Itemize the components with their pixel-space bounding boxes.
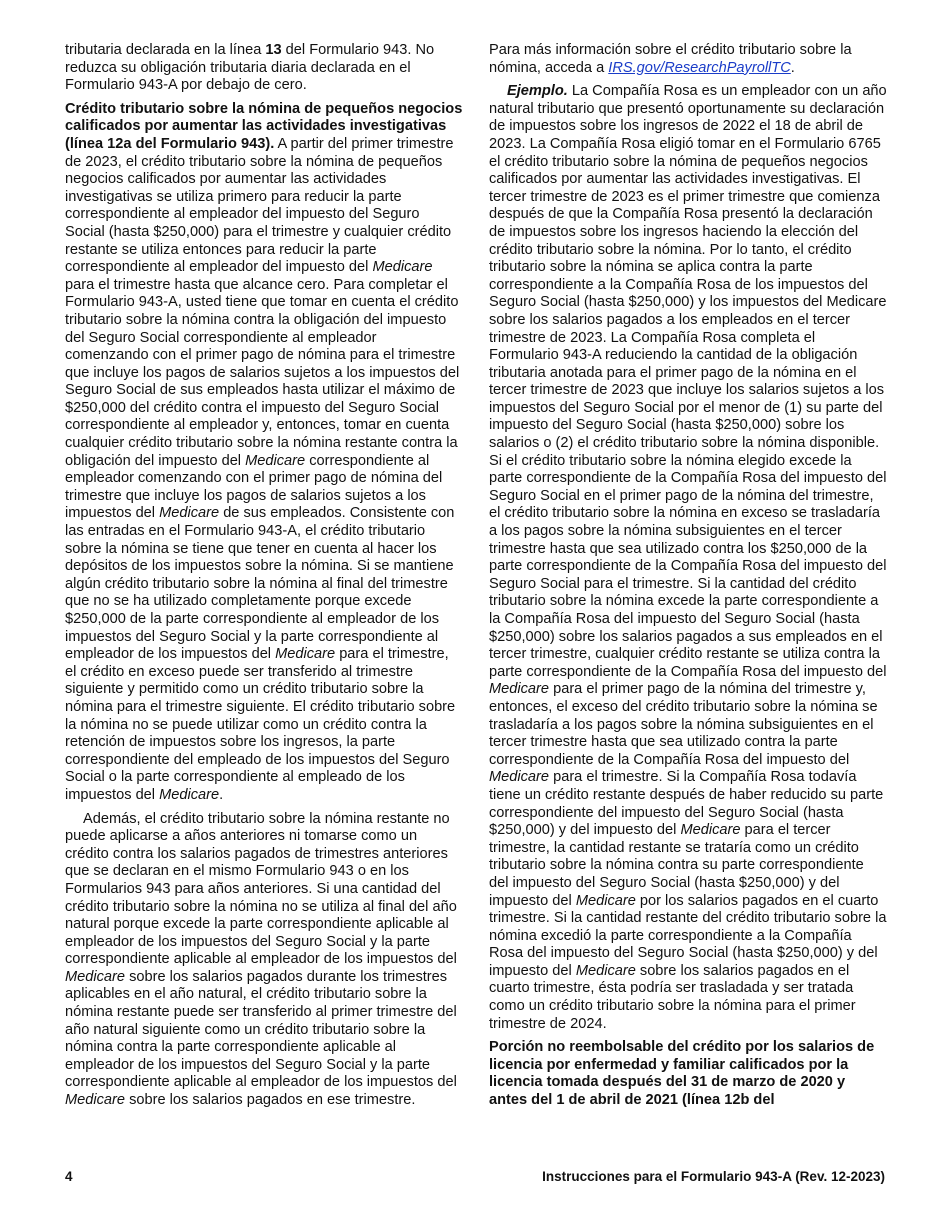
page-number: 4 [65, 1169, 73, 1184]
paragraph-carryover: Además, el crédito tributario sobre la nómina restante no puede aplicarse a años anteriores ni tomarse como un crédito contra los salarios pagados de trimestres anteriores que se declaran en el mismo Formulario 943 o en los Formularios 943 para años anteriores. Si una cantidad del crédito tributario sobre la nómina no se utiliza al final del año natural porque excede la parte correspondiente aplicable al empleador de los impuestos del Seguro Social y la parte correspondiente aplicable al empleador de los impuestos del Medicare sobre los salarios pagados durante los trimestres aplicables en el año natural, el crédito tributario sobre la nómina restante puede ser transferido al primer trimestre del año natural siguiente como un crédito tributario sobre la nómina contra la parte correspondiente aplicable al empleador de los impuestos del Seguro Social y la parte correspondiente aplicable al empleador de los impuestos del Medicare sobre los salarios pagados en ese trimestre. [65, 810, 457, 1109]
example-label: Ejemplo. [507, 83, 568, 100]
footer-title: Instrucciones para el Formulario 943-A (Rev. 12-2023) [542, 1169, 885, 1184]
irs-research-payroll-link[interactable]: IRS.gov/ResearchPayrollTC [608, 59, 791, 76]
section-heading: Crédito tributario sobre la nómina de pequeños negocios calificados por aumentar las actividades investigativas (línea 12a del Formulario 943). [65, 100, 463, 152]
paragraph-example: Ejemplo. La Compañía Rosa es un empleador con un año natural tributario que presentó oportunamente su declaración de impuestos sobre los ingresos de 2022 el 18 de abril de 2023. La Compañía Rosa eligió tomar en el Formulario 6765 el crédito tributario sobre la nómina de pequeños negocios calificados por aumentar las actividades investigativas. El tercer trimestre de 2023 es el primer trimestre que comienza después de que la Compañía Rosa presentó la declaración de impuestos sobre los ingresos haciendo la elección del crédito tributario sobre la nómina. Por lo tanto, el crédito tributario sobre la nómina se aplica contra la parte correspondiente a la Compañía Rosa de los impuestos del Seguro Social (hasta $250,000) y los impuestos del Medicare sobre los salarios pagados a los empleados en el tercer trimestre de 2023. La Compañía Rosa completa el Formulario 943-A reduciendo la cantidad de la obligación tributaria anotada para el primer pago de la nómina en el tercer trimestre de 2023 que incluye los salarios sujetos a los impuestos del Seguro Social por el menor de (1) su parte del impuesto del Seguro Social (hasta $250,000) sobre los salarios o (2) el crédito tributario sobre la nómina disponible. Si el crédito tributario sobre la nómina elegido excede la parte correspondiente de la Compañía Rosa del impuesto del Seguro Social en el primer pago de la nómina del trimestre, el crédito tributario sobre la nómina en exceso se trasladaría a los pagos sobre la nómina subsiguientes en el tercer trimestre hasta que sea utilizado contra los $250,000 de la parte correspondiente de la Compañía Rosa del impuesto del Seguro Social para el trimestre. Si la cantidad del crédito tributario sobre la nómina excede la parte correspondiente a la Compañía Rosa del impuesto del Seguro Social (hasta $250,000) sobre los salarios pagados a sus empleados en el tercer trimestre, cualquier crédito restante se utiliza contra la parte correspondiente de la Compañía Rosa del impuesto del Medicare para el primer pago de la nómina del trimestre y, entonces, el exceso del crédito tributario sobre la nómina se trasladaría a los pagos sobre la nómina subsiguientes en el tercer trimestre hasta que sea utilizado contra la parte correspondiente de la Compañía Rosa del impuesto del Medicare para el trimestre. Si la Compañía Rosa todavía tiene un crédito restante después de haber reducido su parte correspondiente del impuesto del Seguro Social (hasta $250,000) y del impuesto del Medicare para el tercer trimestre, la cantidad restante se trataría como un crédito tributario sobre la nómina contra su parte correspondiente del impuesto del Seguro Social (hasta $250,000) y del impuesto del Medicare por los salarios pagados en el cuarto trimestre. Si la cantidad restante del crédito tributario sobre la nómina excedió la parte correspondiente a la Compañía Rosa del impuesto del Seguro Social (hasta $250,000) y del impuesto del Medicare sobre los salarios pagados en el cuarto trimestre, ésta podría ser trasladada y ser tratada como un crédito tributario sobre la nómina para el primer trimestre de 2024. [489, 83, 887, 1032]
section-heading-sick-leave: Porción no reembolsable del crédito por los salarios de licencia por enfermedad y familiar calificados por la licencia tomada después del 31 de marzo de 2020 y antes del 1 de abril de 2021 (línea 12b del [489, 1039, 875, 1109]
paragraph-research-credit: Crédito tributario sobre la nómina de pequeños negocios calificados por aumentar las actividades investigativas (línea 12a del Formulario 943). A partir del primer trimestre de 2023, el crédito tributario sobre la nómina de pequeños negocios calificados por aumentar las actividades investigativas se utiliza primero para reducir la parte correspondiente al empleador del impuesto del Seguro Social (hasta $250,000) para el trimestre y cualquier crédito restante se utiliza entonces para reducir la parte correspondiente al empleador del impuesto del Medicare para el trimestre hasta que alcance cero. Para completar el Formulario 943-A, usted tiene que tomar en cuenta el crédito tributario sobre la nómina contra la obligación del impuesto del Seguro Social correspondiente al empleador comenzando con el primer pago de nómina para el trimestre que incluye los pagos de salarios sujetos a los impuestos del Seguro Social de sus empleados hasta utilizar el máximo de $250,000 del crédito contra el impuesto del Seguro Social correspondiente al empleador y, entonces, tomar en cuenta cualquier crédito tributario sobre la nómina restante contra la obligación del impuesto del Medicare correspondiente al empleador comenzando con el primer pago de nómina del trimestre que incluye los pagos de salarios sujetos a los impuestos del Medicare de sus empleados. Consistente con las entradas en el Formulario 943-A, el crédito tributario sobre la nómina se tiene que tener en cuenta al hacer los depósitos de los impuestos sobre la nómina. Si se mantiene algún crédito tributario sobre la nómina al final del trimestre que no se ha utilizado completamente porque excede $250,000 de la parte correspondiente al empleador de los impuestos del Seguro Social y la parte correspondiente al empleador de los impuestos del Medicare para el trimestre, el crédito en exceso puede ser transferido al trimestre siguiente y permitido como un crédito tributario sobre la nómina para el trimestre siguiente. El crédito tributario sobre la nómina no se puede utilizar como un crédito contra la retención de impuestos sobre los ingresos, la parte correspondiente del empleado de los impuestos del Seguro Social o la parte correspondiente al empleado de los impuestos del Medicare. [65, 100, 463, 803]
paragraph-more-info: Para más información sobre el crédito tributario sobre la nómina, acceda a IRS.gov/ResearchPayrollTC. [489, 42, 852, 76]
paragraph-intro: tributaria declarada en la línea 13 del Formulario 943. No reduzca su obligación tributaria diaria declarada en el Formulario 943-A por debajo de cero. [65, 42, 435, 94]
left-column [65, 42, 463, 1116]
right-column [489, 42, 887, 1116]
